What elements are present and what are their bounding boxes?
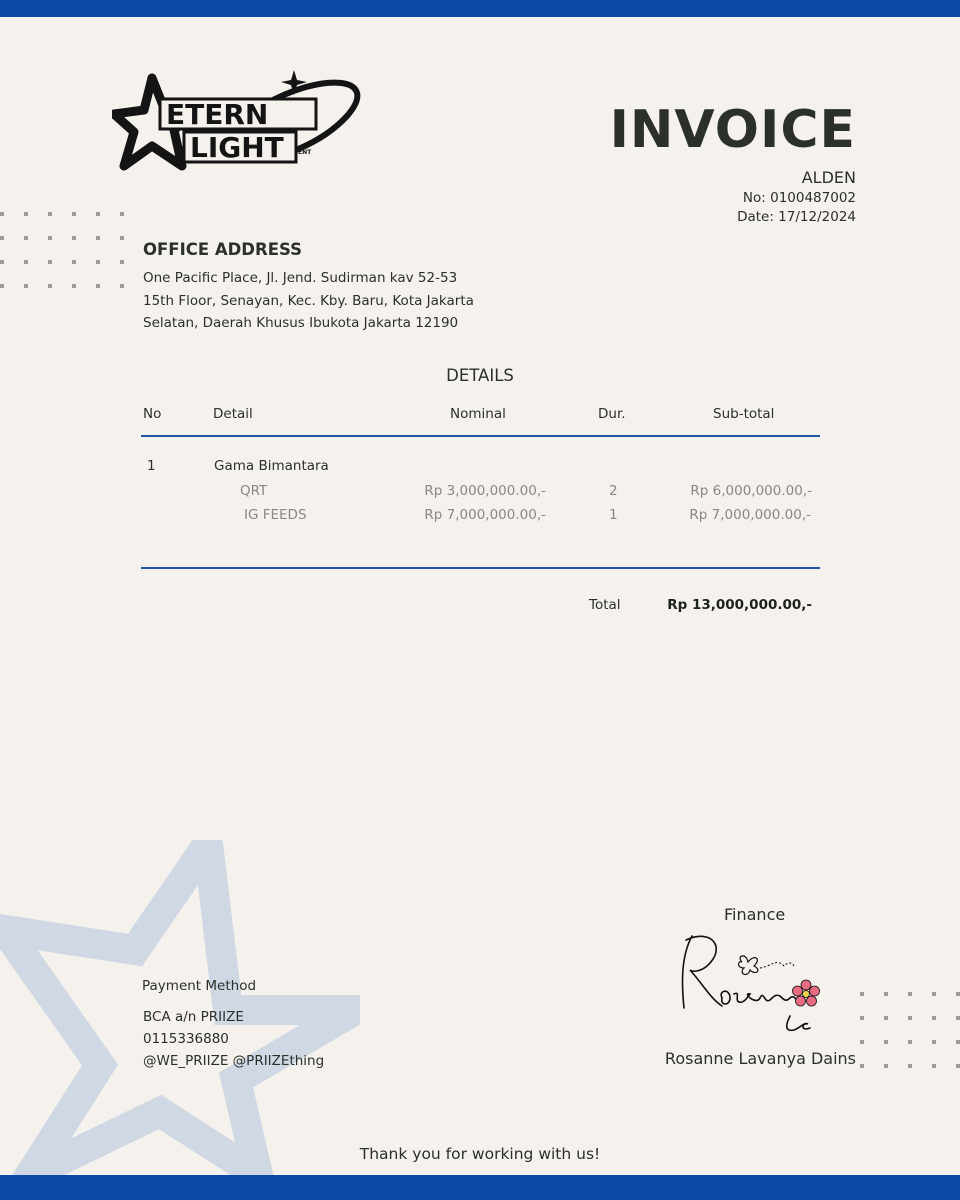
payment-method-heading: Payment Method [142, 978, 257, 994]
column-header-nominal: Nominal [450, 406, 506, 422]
invoice-number: No: 0100487002 [742, 190, 856, 206]
item-nominal: Rp 3,000,000.00,- [424, 483, 546, 499]
dot-grid-decoration-left [0, 212, 124, 288]
item-detail: QRT [240, 483, 268, 499]
office-address-line: One Pacific Place, Jl. Jend. Sudirman kav 52-53 [143, 270, 458, 286]
office-address-line: Selatan, Daerah Khusus Ibukota Jakarta 12190 [143, 315, 459, 331]
office-address-heading: OFFICE ADDRESS [143, 240, 302, 259]
invoice-date: Date: 17/12/2024 [737, 209, 856, 225]
bottom-accent-band [0, 1175, 960, 1200]
item-subtotal: Rp 6,000,000.00,- [690, 483, 812, 499]
client-name: ALDEN [801, 168, 856, 187]
details-heading-text: DETAILS [446, 366, 514, 385]
payment-social-handles: @WE_PRIIZE @PRIIZEthing [143, 1053, 325, 1069]
item-detail: IG FEEDS [244, 507, 307, 523]
handwritten-signature [672, 928, 842, 1043]
company-logo [112, 66, 367, 186]
thank-you-message: Thank you for working with us! [359, 1145, 601, 1163]
payment-bank-account-name: BCA a/n PRIIZE [143, 1009, 244, 1025]
column-header-subtotal: Sub-total [713, 406, 775, 422]
column-header-duration: Dur. [598, 406, 626, 422]
entry-name: Gama Bimantara [214, 458, 329, 474]
item-duration: 1 [609, 507, 618, 523]
details-heading [0, 366, 960, 385]
column-header-detail: Detail [213, 406, 253, 422]
dot-grid-decoration-right [860, 992, 960, 1068]
payment-account-number: 0115336880 [143, 1031, 229, 1047]
logo-small-mark: ENT [298, 149, 312, 156]
invoice-title: INVOICE [609, 100, 856, 160]
logo-wordmark-top: ETERN [166, 98, 269, 131]
item-subtotal: Rp 7,000,000.00,- [689, 507, 811, 523]
logo-wordmark-bottom: LIGHT [190, 131, 284, 164]
table-footer-divider [141, 567, 820, 569]
item-nominal: Rp 7,000,000.00,- [424, 507, 546, 523]
signer-name: Rosanne Lavanya Dains [664, 1049, 856, 1068]
table-header-divider [141, 435, 820, 437]
entry-number: 1 [147, 458, 156, 474]
total-label: Total [589, 597, 621, 613]
total-value: Rp 13,000,000.00,- [667, 597, 812, 613]
signature-role: Finance [724, 905, 786, 924]
column-header-no: No [143, 406, 162, 422]
top-accent-band [0, 0, 960, 17]
item-duration: 2 [609, 483, 618, 499]
office-address-line: 15th Floor, Senayan, Kec. Kby. Baru, Kota Jakarta [143, 293, 474, 309]
